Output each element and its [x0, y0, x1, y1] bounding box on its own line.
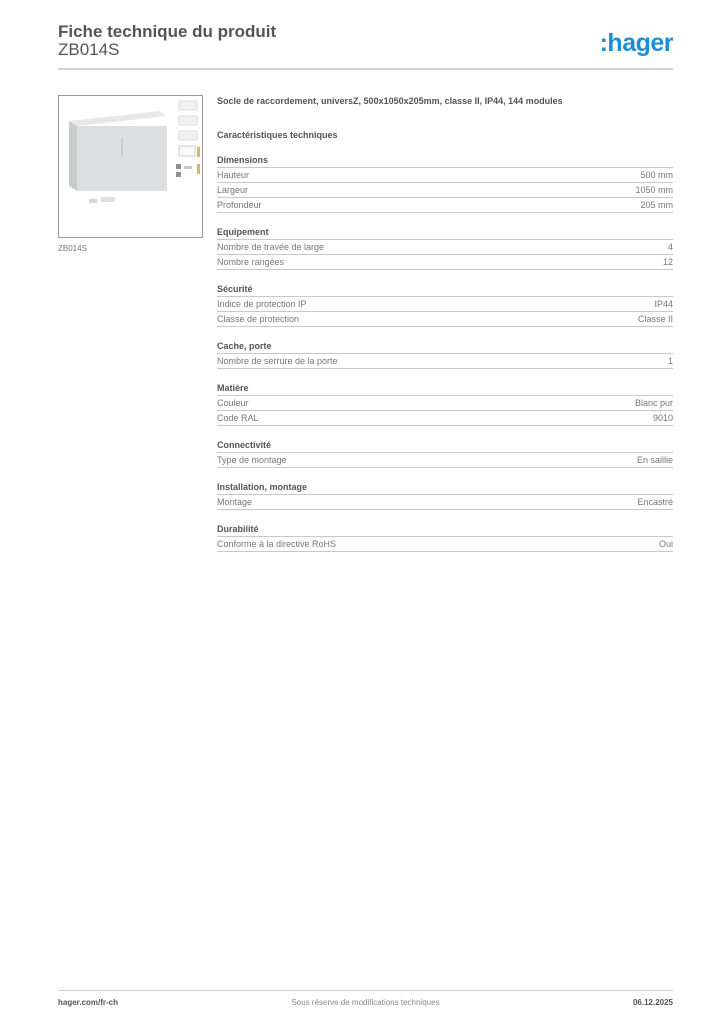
- footer-divider: [58, 990, 673, 991]
- disclaimer: Sous réserve de modifications techniques: [291, 998, 440, 1007]
- spec-group: [217, 439, 673, 468]
- spec-group-title: Cache, porte: [217, 340, 673, 354]
- spec-row: [217, 411, 673, 426]
- spec-label: Profondeur: [217, 200, 262, 210]
- spec-row: [217, 240, 673, 255]
- spec-value: 1050 mm: [635, 185, 673, 195]
- spec-group-title: Equipement: [217, 226, 673, 240]
- document-title: Fiche technique du produit: [58, 22, 277, 41]
- spec-row: [217, 255, 673, 270]
- document-date: 06.12.2025: [632, 998, 673, 1007]
- spec-row: [217, 396, 673, 411]
- website-link[interactable]: hager.com/fr-ch: [58, 998, 119, 1007]
- spec-label: Nombre rangées: [217, 257, 285, 267]
- spec-value: Blanc pur: [634, 398, 673, 408]
- spec-label: Couleur: [217, 398, 249, 408]
- spec-row: [217, 297, 673, 312]
- spec-group-title: Dimensions: [217, 154, 673, 168]
- header-divider: [58, 68, 673, 70]
- spec-groups: [217, 154, 673, 552]
- spec-value: Encastré: [637, 497, 673, 507]
- enclosure-illustration-icon: [59, 96, 202, 237]
- spec-group-title: Installation, montage: [217, 481, 673, 495]
- spec-value: 500 mm: [640, 170, 673, 180]
- spec-label: Code RAL: [217, 413, 259, 423]
- spec-value: 12: [662, 257, 673, 267]
- spec-value: IP44: [654, 299, 673, 309]
- spec-group: [217, 523, 673, 552]
- spec-value: 9010: [652, 413, 673, 423]
- spec-value: 205 mm: [640, 200, 673, 210]
- spec-content: [217, 95, 673, 552]
- spec-label: Nombre de serrure de la porte: [217, 356, 338, 366]
- spec-value: Classe II: [637, 314, 673, 324]
- spec-value: Oui: [658, 539, 673, 549]
- spec-group-title: Matière: [217, 382, 673, 396]
- spec-label: Hauteur: [217, 170, 250, 180]
- spec-label: Montage: [217, 497, 253, 507]
- hager-logo: :hager: [599, 29, 673, 57]
- spec-row: [217, 312, 673, 327]
- spec-row: [217, 354, 673, 369]
- product-code: ZB014S: [58, 40, 120, 59]
- spec-label: Classe de protection: [217, 314, 300, 324]
- spec-label: Type de montage: [217, 455, 287, 465]
- spec-label: Conforme à la directive RoHS: [217, 539, 337, 549]
- spec-group: [217, 340, 673, 369]
- spec-group: [217, 481, 673, 510]
- product-description: Socle de raccordement, universZ, 500x1050x205mm, classe II, IP44, 144 modules: [217, 96, 563, 106]
- spec-group: [217, 226, 673, 270]
- spec-label: Indice de protection IP: [217, 299, 307, 309]
- spec-label: Nombre de travée de large: [217, 242, 325, 252]
- product-image: [58, 95, 203, 238]
- spec-value: 4: [667, 242, 673, 252]
- spec-row: [217, 495, 673, 510]
- spec-group-title: Sécurité: [217, 283, 673, 297]
- spec-row: [217, 453, 673, 468]
- spec-row: [217, 537, 673, 552]
- spec-row: [217, 183, 673, 198]
- spec-group: [217, 283, 673, 327]
- spec-row: [217, 168, 673, 183]
- specs-heading: Caractéristiques techniques: [217, 130, 338, 140]
- image-caption: ZB014S: [58, 244, 87, 253]
- spec-value: 1: [667, 356, 673, 366]
- spec-row: [217, 198, 673, 213]
- spec-group: [217, 154, 673, 213]
- spec-label: Largeur: [217, 185, 249, 195]
- spec-group: [217, 382, 673, 426]
- spec-group-title: Durabilité: [217, 523, 673, 537]
- spec-value: En saillie: [636, 455, 673, 465]
- spec-group-title: Connectivité: [217, 439, 673, 453]
